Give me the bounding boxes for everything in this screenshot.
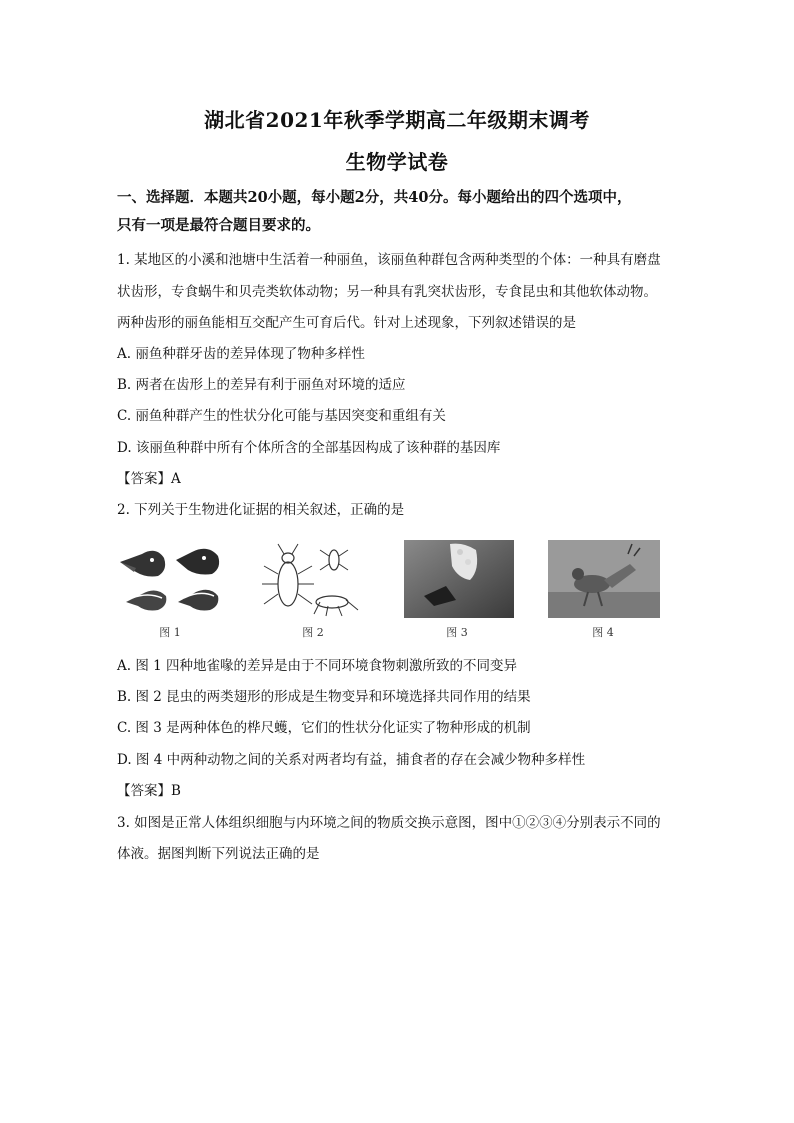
page-subtitle: 生物学试卷 [345, 150, 449, 174]
q1-option-c: C. 丽鱼种群产生的性状分化可能与基因突变和重组有关 [117, 408, 446, 424]
q1-option-a: A. 丽鱼种群牙齿的差异体现了物种多样性 [117, 346, 365, 362]
insects-figure [258, 540, 368, 620]
q1-stem-line3: 两种齿形的丽鱼能相互交配产生可育后代。针对上述现象，下列叙述错误的是 [117, 315, 576, 331]
answer-label: 【答案】 [117, 783, 171, 799]
q3-stem-line1: 3. 如图是正常人体组织细胞与内环境之间的物质交换示意图，图中①②③④分别表示不同的 [117, 815, 661, 831]
figure-1-caption: 图 1 [159, 626, 181, 639]
q2-stem: 2. 下列关于生物进化证据的相关叙述，正确的是 [117, 502, 405, 518]
page-title: 湖北省2021年秋季学期高二年级期末调考 [204, 108, 590, 132]
q2-option-d: D. 图 4 中两种动物之间的关系对两者均有益，捕食者的存在会减少物种多样性 [117, 752, 586, 768]
q2-answer [117, 779, 181, 799]
answer-value: A [171, 471, 181, 487]
section-heading-line2: 只有一项是最符合题目要求的。 [117, 217, 320, 234]
q1-option-d: D. 该丽鱼种群中所有个体所含的全部基因构成了该种群的基因库 [117, 440, 501, 456]
q2-option-a: A. 图 1 四种地雀喙的差异是由于不同环境食物刺激所致的不同变异 [117, 658, 518, 674]
q2-option-c: C. 图 3 是两种体色的桦尺蠖，它们的性状分化证实了物种形成的机制 [117, 720, 531, 736]
q1-answer [117, 467, 181, 487]
q1-option-b: B. 两者在齿形上的差异有利于丽鱼对环境的适应 [117, 377, 406, 393]
section-heading-line1: 一、选择题．本题共20小题，每小题2分，共40分。每小题给出的四个选项中， [117, 189, 632, 206]
figure-3-caption: 图 3 [446, 626, 468, 639]
q1-stem-line1: 1. 某地区的小溪和池塘中生活着一种丽鱼，该丽鱼种群包含两种类型的个体：一种具有磨盘 [117, 252, 661, 268]
q1-stem-line2: 状齿形，专食蜗牛和贝壳类软体动物；另一种具有乳突状齿形，专食昆虫和其他软体动物。 [117, 284, 657, 300]
answer-label: 【答案】 [117, 471, 171, 487]
figure-2-caption: 图 2 [302, 626, 324, 639]
answer-value: B [171, 783, 181, 799]
q2-option-b: B. 图 2 昆虫的两类翅形的形成是生物变异和环境选择共同作用的结果 [117, 689, 531, 705]
peppered-moths-photo [404, 540, 514, 618]
finch-beaks-figure [112, 540, 228, 620]
q3-stem-line2: 体液。据图判断下列说法正确的是 [117, 846, 320, 862]
figure-4-caption: 图 4 [592, 626, 614, 639]
predator-prey-photo [548, 540, 660, 618]
